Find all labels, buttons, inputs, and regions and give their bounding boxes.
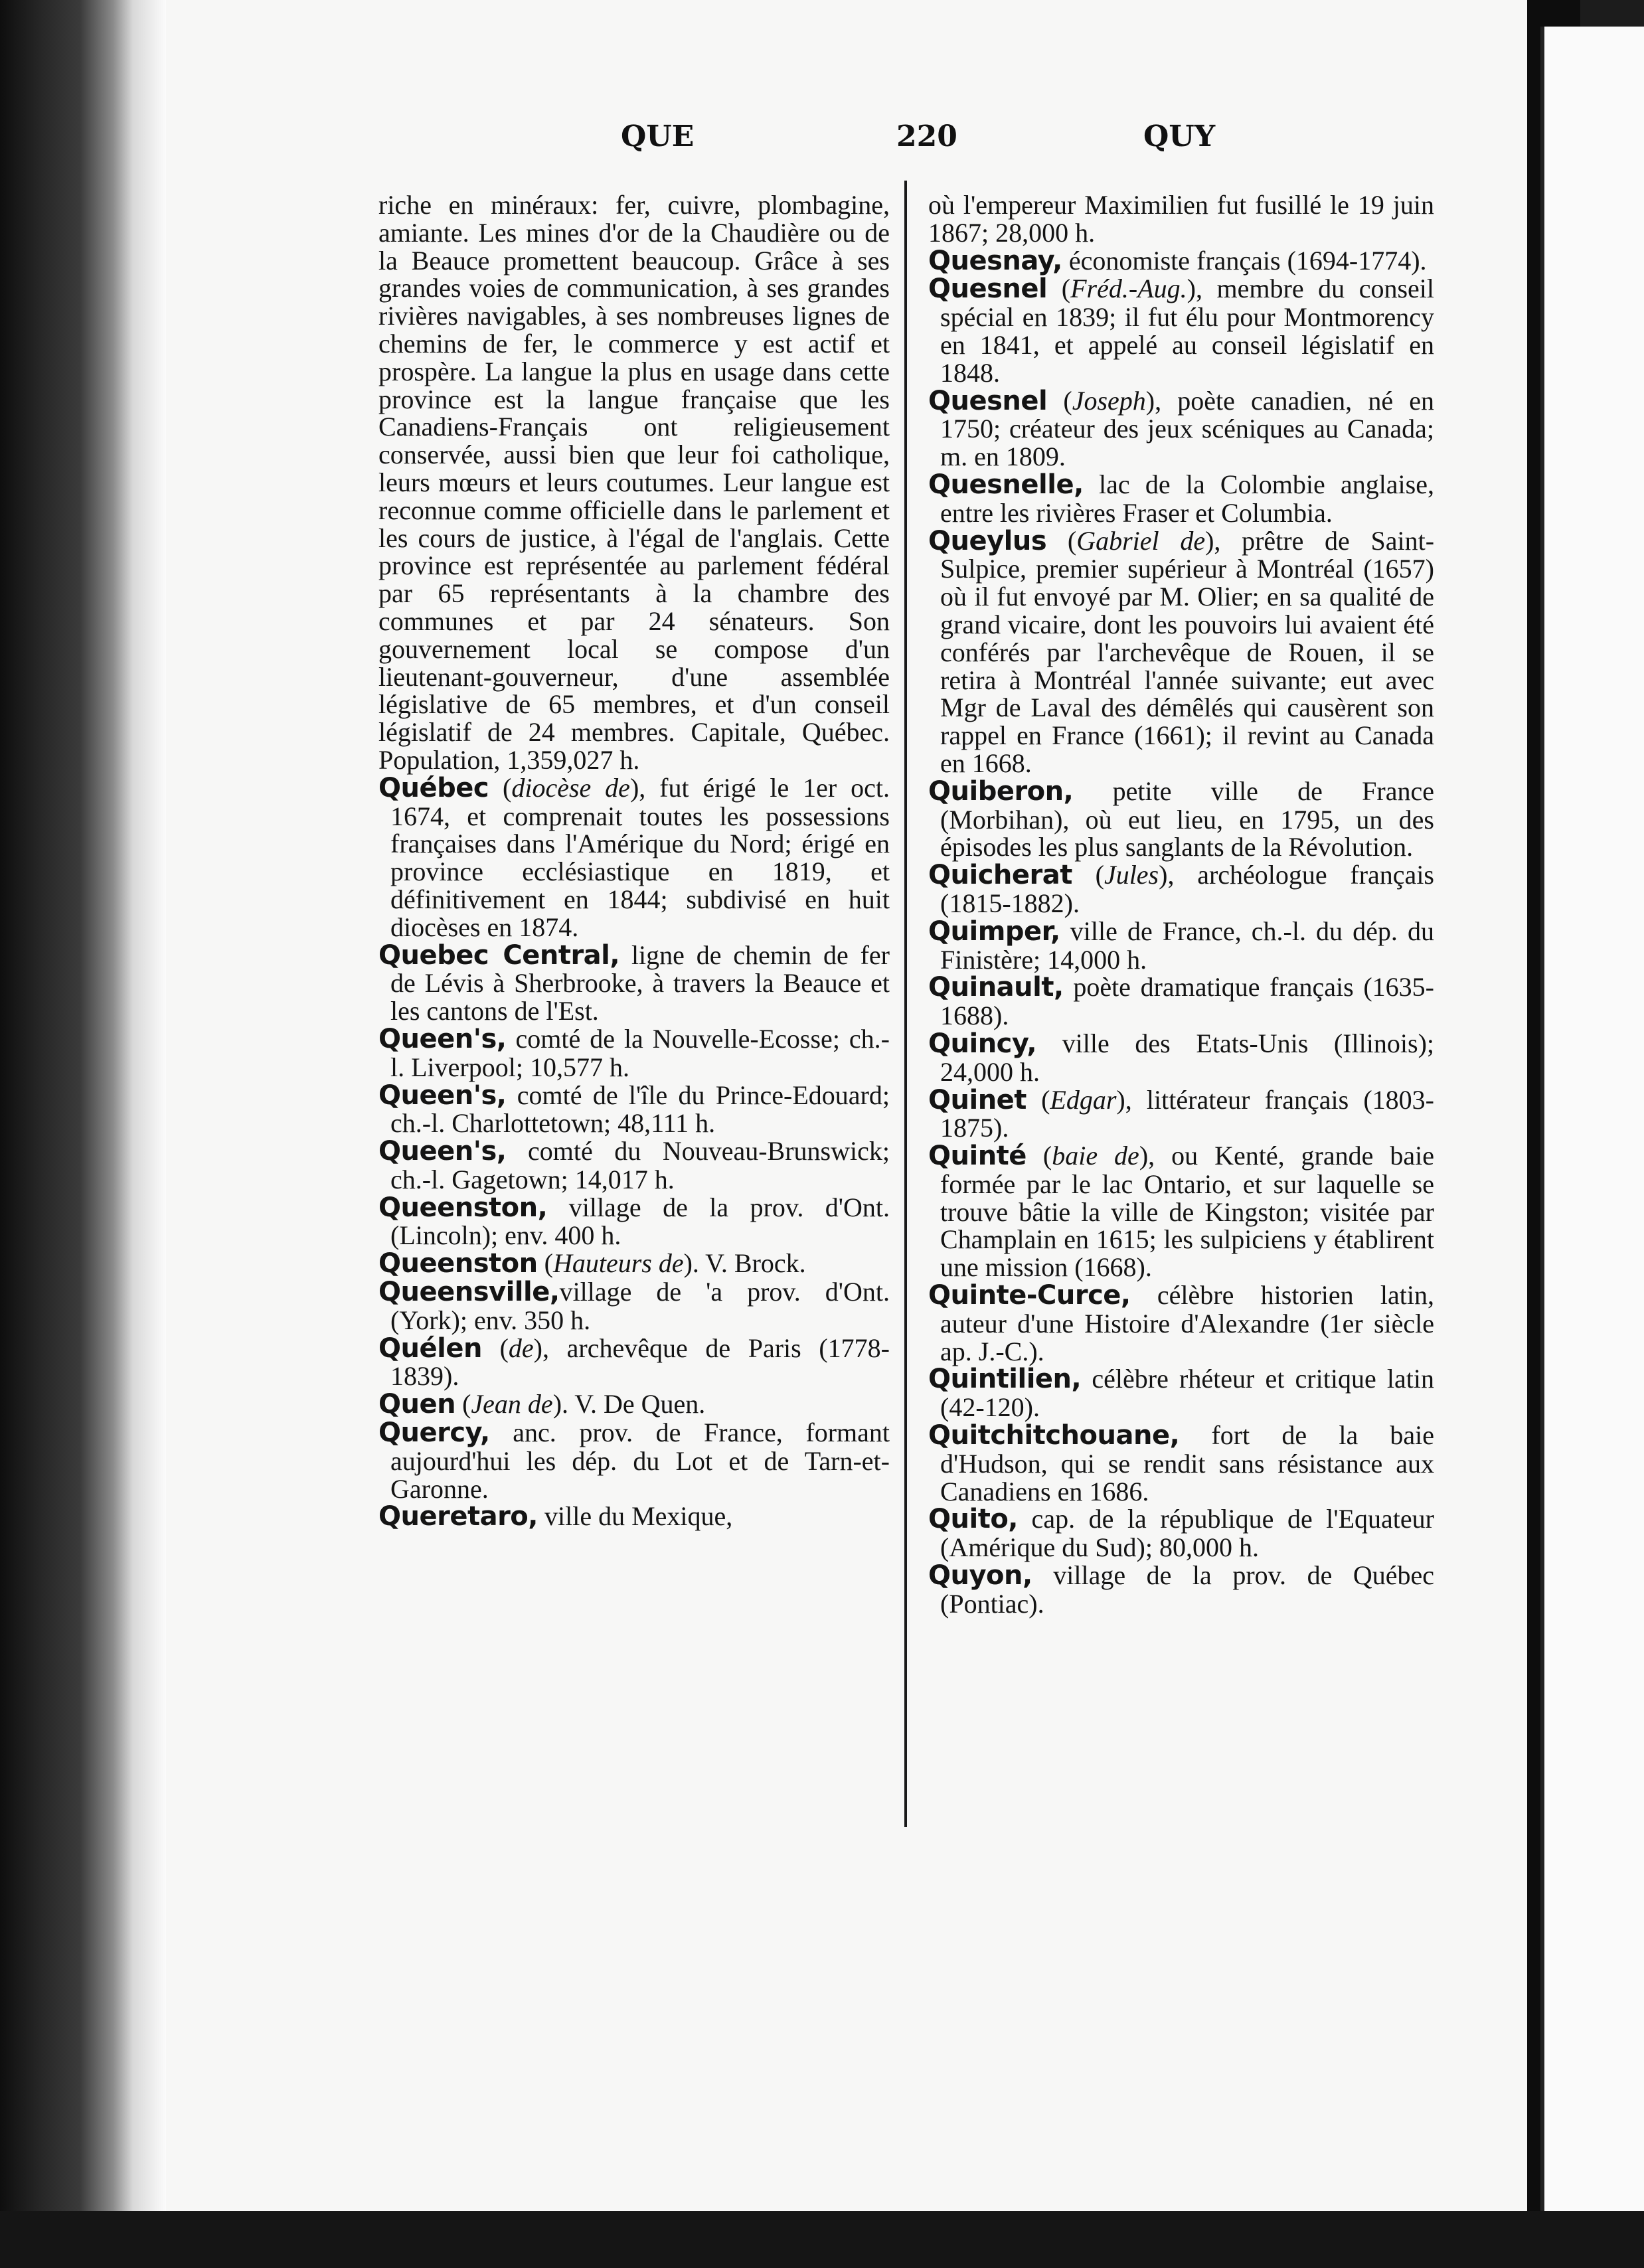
entry-headword: Quesnelle, <box>928 469 1084 500</box>
dictionary-entry: Quen (Jean de). V. De Quen. <box>378 1389 706 1420</box>
dictionary-entry: Quinté (baie de), ou Kenté, grande baie formée par le lac Ontario, et sur laquelle se trouve bâtie la ville de Kingston; visitée par Champlain en 1615; les sulpiciens y établirent une mission (1668). <box>928 1141 1434 1283</box>
entry-definition: anc. prov. de France, formant aujourd'hui les dép. du Lot et de Tarn-et-Garonne. <box>390 1418 890 1504</box>
entry-qualifier: diocèse de <box>511 772 630 803</box>
entry-headword: Queretaro, <box>378 1501 538 1532</box>
entry-headword: Quinte-Curce, <box>928 1280 1131 1311</box>
dictionary-entry <box>378 1137 890 1194</box>
entry-definition: , prêtre de Saint-Sulpice, premier supérieur à Montréal (1657) où il fut envoyé par M. Olier; en sa qualité de grand vicaire, dont les pouvoirs lui avaient été conférés par l'archevêque de Rouen, il se retira à Montréal l'année suivante; eut avec Mgr de Laval des démêlés qui causèrent son rappel en France (1661); il revint au Canada en 1668. <box>940 525 1435 778</box>
dictionary-entry: Queylus (Gabriel de), prêtre de Saint-Sulpice, premier supérieur à Montréal (1657) où il fut envoyé par M. Olier; en sa qualité de grand vicaire, dont les pouvoirs lui avaient été conférés par l'archevêque de Rouen, il se retira à Montréal l'année suivante; eut avec Mgr de Laval des démêlés qui causèrent son rappel en France (1661); il revint au Canada en 1668. <box>928 525 1435 778</box>
dictionary-entry <box>928 1505 1434 1562</box>
dictionary-entry: Quélen (de), archevêque de Paris (1778-1839). <box>378 1333 890 1392</box>
book-binding-edge <box>0 0 166 2268</box>
entry-headword: Quesnay, <box>928 245 1062 276</box>
entry-definition: , membre du conseil spécial en 1839; il fut élu pour Montmorency en 1841, et appelé au conseil législatif en 1848. <box>940 274 1434 388</box>
dictionary-entry: Québec (diocèse de), fut érigé le 1er oct. 1674, et comprenait toutes les possessions françaises dans l'Amérique du Nord; érigé en province ecclésiastique en 1819, et définitivement en 1844; subdivisé en huit diocèses en 1874. <box>378 772 890 942</box>
entry-headword: Queenston <box>378 1248 538 1279</box>
dictionary-entry <box>928 191 1434 247</box>
entry-definition: ville des Etats-Unis (Illinois); 24,000 h. <box>940 1028 1434 1087</box>
dictionary-entry <box>378 1025 890 1082</box>
entry-qualifier: baie de <box>1052 1141 1139 1171</box>
entry-headword: Quebec Central, <box>378 939 620 971</box>
dictionary-entry: Quesnel (Joseph), poète canadien, né en 1750; créateur des jeux scéniques au Canada; m. en 1809. <box>928 385 1434 472</box>
right-column <box>928 191 1434 1618</box>
entry-definition: lac de la Colombie anglaise, entre les rivières Fraser et Columbia. <box>940 469 1434 528</box>
dictionary-entry <box>378 1502 890 1531</box>
entry-qualifier: de <box>508 1333 534 1363</box>
entry-headword: Queen's, <box>378 1136 507 1167</box>
entry-headword: Queen's, <box>378 1080 507 1111</box>
dictionary-entry <box>928 918 1434 974</box>
entry-definition: , archevêque de Paris (1778-1839). <box>390 1333 890 1392</box>
dictionary-entry <box>378 191 890 774</box>
dictionary-entry <box>928 777 1434 861</box>
dictionary-entry <box>928 247 1434 276</box>
entry-definition: poète dramatique français (1635-1688). <box>940 972 1434 1031</box>
entry-headword: Quinet <box>928 1084 1027 1115</box>
entry-headword: Queensville, <box>378 1277 560 1308</box>
dictionary-entry <box>928 1281 1434 1365</box>
entry-headword: Quesnel <box>928 274 1048 305</box>
entry-headword: Quintilien, <box>928 1364 1082 1395</box>
scan-bottom-border <box>0 2211 1644 2268</box>
entry-qualifier: Fréd.-Aug. <box>1070 274 1187 304</box>
entry-headword: Quimper, <box>928 916 1060 947</box>
dictionary-entry <box>928 471 1434 527</box>
entry-headword: Quen <box>378 1389 456 1420</box>
entry-definition: comté du Nouveau-Brunswick; ch.-l. Gagetown; 14,017 h. <box>390 1136 890 1194</box>
entry-definition: économiste français (1694-1774). <box>1062 245 1427 276</box>
entry-definition: village de 'a prov. d'Ont. (York); env. 350 h. <box>390 1277 890 1335</box>
entry-definition: , ou Kenté, grande baie formée par le lac Ontario, et sur laquelle se trouve bâtie la ville de Kingston; visitée par Champlain en 1615; les sulpiciens y établirent une mission (1668). <box>940 1141 1434 1283</box>
entry-definition: célèbre rhéteur et critique latin (42-120). <box>940 1364 1434 1423</box>
column-divider <box>904 181 907 1827</box>
entry-definition: comté de l'île du Prince-Edouard; ch.-l. Charlottetown; 48,111 h. <box>390 1080 890 1139</box>
dictionary-entry: Queenston (Hauteurs de). V. Brock. <box>378 1248 806 1279</box>
dictionary-entry: Quesnel (Fréd.-Aug.), membre du conseil spécial en 1839; il fut élu pour Montmorency en 1841, et appelé au conseil législatif en 1848. <box>928 274 1434 388</box>
entry-definition: , littérateur français (1803-1875). <box>940 1084 1434 1143</box>
entry-definition: ville du Mexique, <box>537 1501 733 1532</box>
entry-definition: , archéologue français (1815-1882). <box>940 860 1434 918</box>
running-header <box>166 120 1557 166</box>
entry-qualifier: Jules <box>1104 860 1159 890</box>
dictionary-entry <box>928 1562 1434 1618</box>
entry-definition: village de la prov. de Québec (Pontiac). <box>940 1560 1434 1619</box>
dictionary-entry: Quicherat (Jules), archéologue français (1815-1882). <box>928 860 1434 918</box>
dictionary-entry <box>928 973 1434 1030</box>
entry-qualifier: Gabriel de <box>1076 525 1206 556</box>
header-left-guideword: QUE <box>621 120 695 153</box>
dictionary-entry <box>378 1194 890 1250</box>
entry-definition: célèbre historien latin, auteur d'une Histoire d'Alexandre (1er siècle ap. J.-C.). <box>940 1280 1434 1366</box>
entry-definition: . V. Brock. <box>692 1248 806 1279</box>
entry-headword: Queylus <box>928 525 1047 556</box>
entry-headword: Quyon, <box>928 1560 1032 1591</box>
entry-definition: village de la prov. d'Ont. (Lincoln); env. 400 h. <box>390 1192 890 1251</box>
entry-definition: petite ville de France (Morbihan), où eut lieu, en 1795, un des épisodes les plus sanglants de la Révolution. <box>940 775 1434 862</box>
dictionary-entry <box>928 1030 1434 1086</box>
dictionary-entry: Quinet (Edgar), littérateur français (1803-1875). <box>928 1084 1434 1143</box>
entry-qualifier: Edgar <box>1050 1084 1117 1115</box>
entry-qualifier: Joseph <box>1072 385 1146 416</box>
entry-headword: Quercy, <box>378 1418 490 1449</box>
entry-headword: Quicherat <box>928 860 1072 891</box>
dictionary-entry <box>378 1082 890 1138</box>
entry-definition: fort de la baie d'Hudson, qui se rendit sans résistance aux Canadiens en 1686. <box>940 1420 1434 1506</box>
left-column <box>378 191 890 1531</box>
entry-headword: Queenston, <box>378 1192 548 1223</box>
entry-headword: Quito, <box>928 1504 1018 1535</box>
entry-headword: Quinault, <box>928 972 1064 1003</box>
entry-headword: Québec <box>378 772 489 803</box>
entry-headword: Queen's, <box>378 1023 507 1054</box>
entry-definition: . V. De Quen. <box>562 1389 706 1419</box>
dictionary-entry <box>928 1365 1434 1421</box>
next-page-edge <box>1540 27 1644 2211</box>
entry-qualifier: Hauteurs de <box>552 1248 684 1279</box>
entry-headword: Quélen <box>378 1333 482 1364</box>
entry-headword: Quinté <box>928 1141 1027 1172</box>
entry-qualifier: Jean de <box>471 1389 553 1419</box>
entry-definition: comté de la Nouvelle-Ecosse; ch.-l. Liverpool; 10,577 h. <box>390 1023 890 1082</box>
entry-definition: où l'empereur Maximilien fut fusillé le 19 juin 1867; 28,000 h. <box>928 190 1434 248</box>
entry-definition: cap. de la république de l'Equateur (Amérique du Sud); 80,000 h. <box>940 1504 1434 1563</box>
entry-headword: Quiberon, <box>928 775 1074 807</box>
entry-definition: ligne de chemin de fer de Lévis à Sherbrooke, à travers la Beauce et les cantons de l'Est. <box>390 939 890 1026</box>
dictionary-entry <box>928 1421 1434 1505</box>
page-number: 220 <box>896 120 957 153</box>
entry-definition: , fut érigé le 1er oct. 1674, et comprenait toutes les possessions françaises dans l'Amérique du Nord; érigé en province ecclésiastique en 1819, et définitivement en 1844; subdivisé en huit diocèses en 1874. <box>390 772 890 942</box>
entry-definition: riche en minéraux: fer, cuivre, plombagine, amiante. Les mines d'or de la Chaudière ou de la Beauce promettent beaucoup. Grâce à ses grandes voies de communication, à ses grandes rivières navigables, à ses nombreuses lignes de chemins de fer, le commerce y est actif et prospère. La langue la plus en usage dans cette province est la langue française que les Canadiens-Français ont religieusement conservée, aussi bien que leur foi catholique, leurs mœurs et leurs coutumes. Leur langue est reconnue comme officielle dans le parlement et les cours de justice, à l'égal de l'anglais. Cette province est représentée au parlement fédéral par 65 représentants à la chambre des communes et par 24 sénateurs. Son gouvernement local se compose d'un lieutenant-gouverneur, d'une assemblée législative de 65 membres, et d'un conseil législatif de 24 membres. Capitale, Québec. Population, 1,359,027 h. <box>378 190 890 775</box>
dictionary-entry <box>378 1419 890 1502</box>
entry-definition: ville de France, ch.-l. du dép. du Finistère; 14,000 h. <box>940 916 1434 975</box>
dictionary-entry <box>378 1278 890 1335</box>
entry-headword: Quesnel <box>928 385 1048 416</box>
entry-definition: , poète canadien, né en 1750; créateur des jeux scéniques au Canada; m. en 1809. <box>940 385 1434 472</box>
header-right-guideword: QUY <box>1143 120 1216 153</box>
dictionary-entry <box>378 941 890 1025</box>
entry-headword: Quitchitchouane, <box>928 1420 1180 1451</box>
entry-headword: Quincy, <box>928 1028 1037 1059</box>
